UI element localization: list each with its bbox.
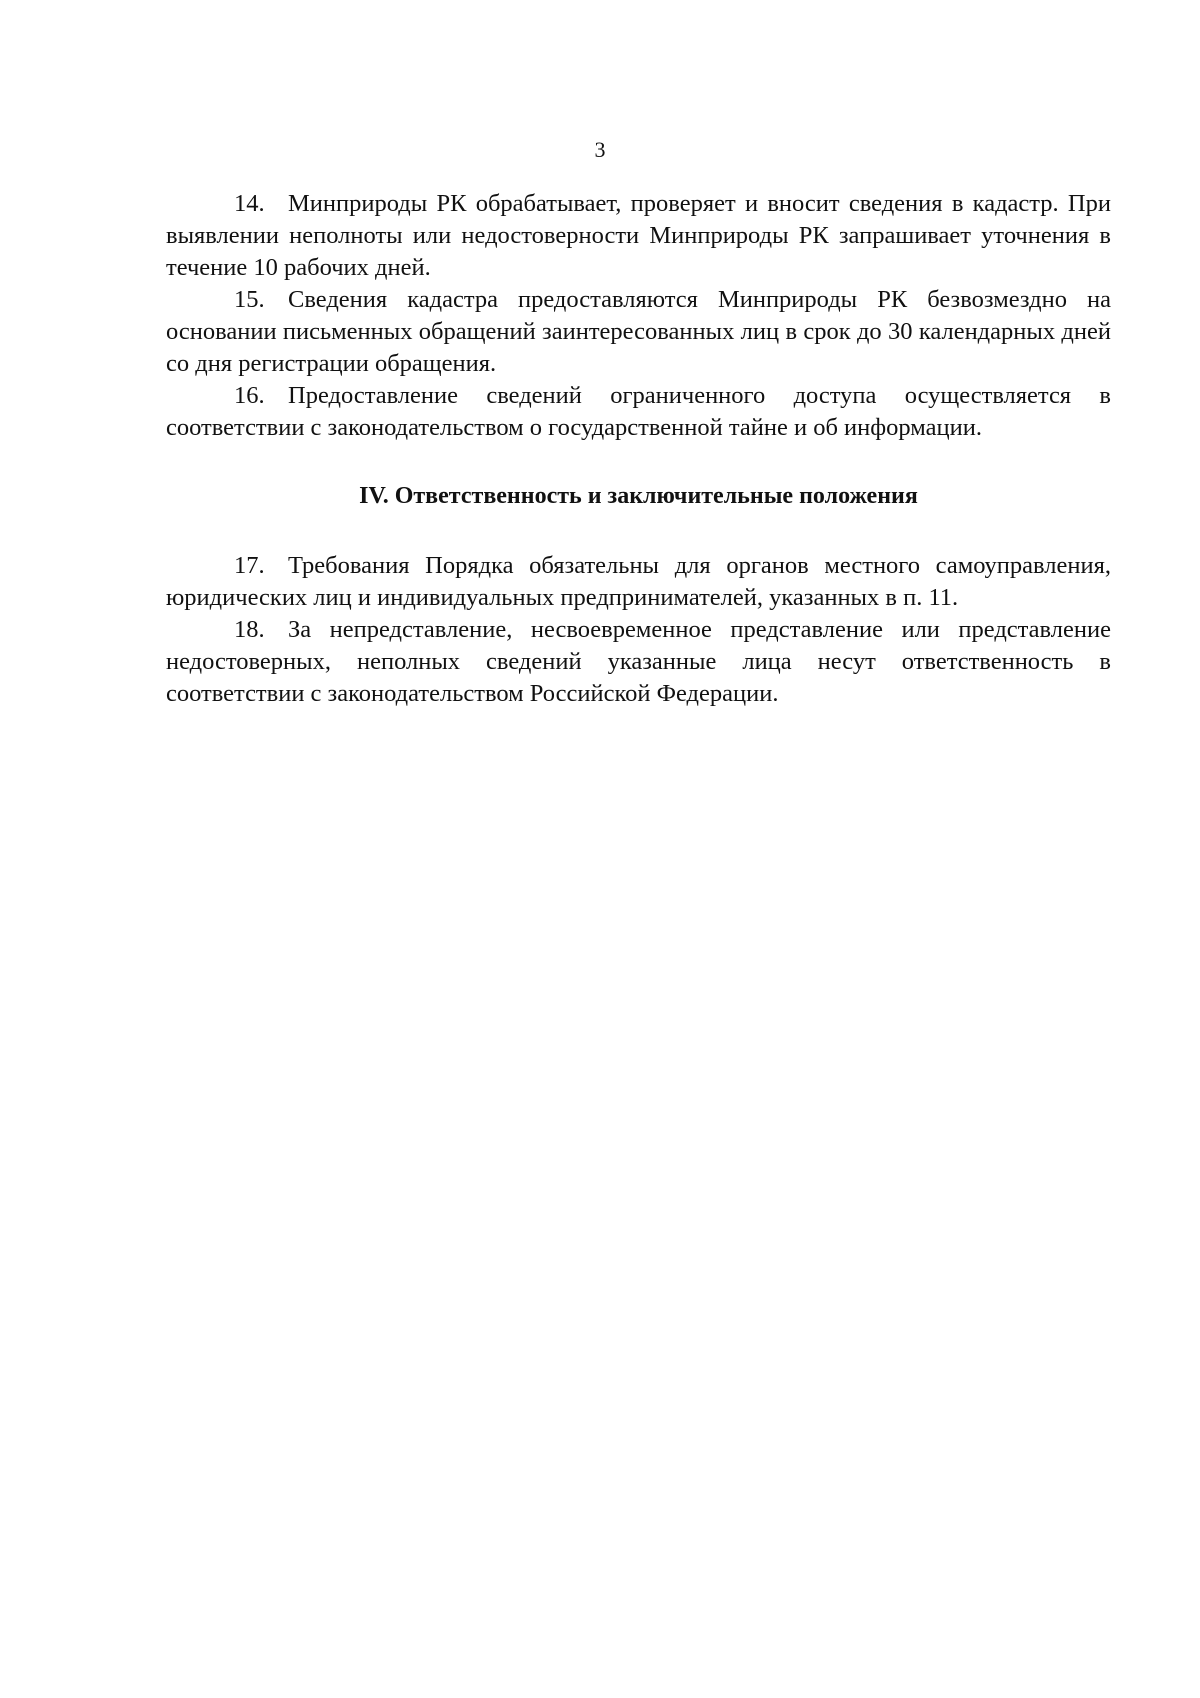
paragraph-text: Сведения кадастра предоставляются Минприроды РК безвозмездно на основании письменных обращений заинтересованных лиц в срок до 30 календарных дней со дня регистрации обращения. xyxy=(166,286,1111,377)
paragraph-text: За непредставление, несвоевременное представление или представление недостоверных, неполных сведений указанные лица несут ответственность в соответствии с законодательством Российской Федерации. xyxy=(166,616,1111,707)
document-body xyxy=(166,188,1111,710)
paragraph-14 xyxy=(166,188,1111,284)
page-number: 3 xyxy=(594,137,606,162)
section-heading: IV. Ответственность и заключительные положения xyxy=(359,483,918,509)
paragraph-number: 17. xyxy=(234,552,265,579)
paragraph-15 xyxy=(166,284,1111,380)
paragraph-number: 18. xyxy=(234,616,265,643)
paragraph-text: Предоставление сведений ограниченного доступа осуществляется в соответствии с законодательством о государственной тайне и об информации. xyxy=(166,382,1111,441)
paragraph-number: 16. xyxy=(234,382,265,409)
paragraph-text: Минприроды РК обрабатывает, проверяет и вносит сведения в кадастр. При выявлении неполноты или недостоверности Минприроды РК запрашивает уточнения в течение 10 рабочих дней. xyxy=(166,190,1111,281)
paragraph-16 xyxy=(166,380,1111,444)
paragraph-number: 14. xyxy=(234,190,265,217)
paragraph-18 xyxy=(166,614,1111,710)
paragraph-17 xyxy=(166,550,1111,614)
paragraph-number: 15. xyxy=(234,286,265,313)
paragraph-text: Требования Порядка обязательны для органов местного самоуправления, юридических лиц и индивидуальных предпринимателей, указанных в п. 11. xyxy=(166,552,1111,611)
